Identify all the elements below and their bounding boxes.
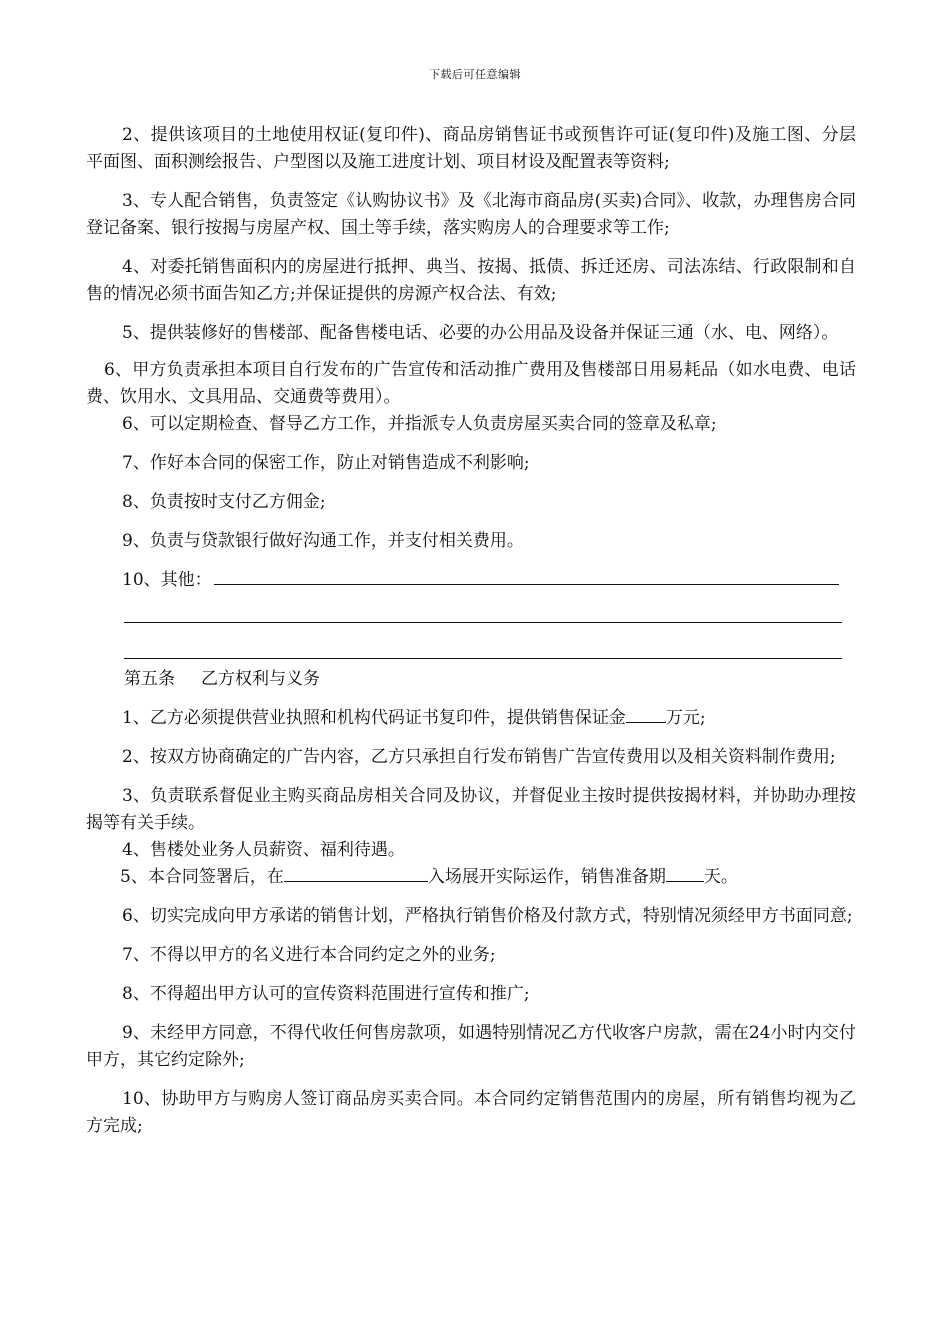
deposit-amount-blank[interactable] <box>626 705 666 723</box>
clause-a-6-inspect: 6、可以定期检查、督导乙方工作，并指派专人负责房屋买卖合同的签章及私章; <box>122 414 717 434</box>
clause-b-1 <box>86 705 856 732</box>
other-blank-line[interactable] <box>214 567 839 585</box>
clause-b-4: 4、售楼处业务人员薪资、福利待遇。 <box>122 840 405 860</box>
blank-rule-1[interactable] <box>124 622 842 623</box>
blank-line-row-1 <box>86 594 856 630</box>
clause-b-10: 10、协助甲方与购房人签订商品房买卖合同。本合同约定销售范围内的房屋，所有销售均视为乙方完成; <box>86 1089 856 1136</box>
clause-b-1-text: 1、乙方必须提供营业执照和机构代码证书复印件，提供销售保证金 <box>122 708 626 728</box>
clause-a-8: 8、负责按时支付乙方佣金; <box>122 492 326 512</box>
blank-line-row-2 <box>86 630 856 666</box>
clause-a-5: 5、提供装修好的售楼部、配备售楼电话、必要的办公用品及设备并保证三通（水、电、网络）。 <box>122 323 839 343</box>
clause-a-7: 7、作好本合同的保密工作，防止对销售造成不利影响; <box>122 453 530 473</box>
clause-a-9: 9、负责与贷款银行做好沟通工作，并支付相关费用。 <box>122 531 524 551</box>
clause-a-4: 4、对委托销售面积内的房屋进行抵押、典当、按揭、抵债、拆迁还房、司法冻结、行政限制和自售的情况必须书面告知乙方;并保证提供的房源产权合法、有效; <box>86 257 856 304</box>
start-date-blank[interactable] <box>284 864 428 882</box>
page-header: 下载后可任意编辑 <box>429 68 521 81</box>
clause-b-8: 8、不得超出甲方认可的宣传资料范围进行宣传和推广; <box>122 984 530 1004</box>
clause-b-5-unit: 天。 <box>703 867 738 887</box>
section-number: 第五条 <box>124 669 175 689</box>
section-5-heading <box>86 666 856 693</box>
document-body <box>86 122 856 1140</box>
clause-b-2: 2、按双方协商确定的广告内容，乙方只承担自行发布销售广告宣传费用以及相关资料制作费用; <box>122 747 836 767</box>
clause-a-2: 2、提供该项目的土地使用权证(复印件)、商品房销售证书或预售许可证(复印件)及施工图、分层平面图、面积测绘报告、户型图以及施工进度计划、项目材设及配置表等资料; <box>86 125 856 172</box>
clause-b-5 <box>86 864 856 891</box>
clause-b-6: 6、切实完成向甲方承诺的销售计划，严格执行销售价格及付款方式，特别情况须经甲方书面同意; <box>122 906 853 926</box>
clause-a-10-other <box>86 567 856 594</box>
clause-b-1-unit: 万元; <box>665 708 706 728</box>
clause-b-9: 9、未经甲方同意，不得代收任何售房款项，如遇特别情况乙方代收客户房款，需在24小时内交付甲方，其它约定除外; <box>86 1023 856 1070</box>
clause-b-5-middle: 入场展开实际运作，销售准备期 <box>427 867 666 887</box>
clause-a-3: 3、专人配合销售，负责签定《认购协议书》及《北海市商品房(买卖)合同》、收款，办理售房合同登记备案、银行按揭与房屋产权、国土等手续，落实购房人的合理要求等工作; <box>86 191 856 238</box>
clause-b-7: 7、不得以甲方的名义进行本合同约定之外的业务; <box>122 945 496 965</box>
clause-b-5-text: 5、本合同签署后，在 <box>120 867 284 887</box>
clause-b-3: 3、负责联系督促业主购买商品房相关合同及协议，并督促业主按时提供按揭材料，并协助办理按揭等有关手续。 <box>86 786 856 833</box>
preparation-days-blank[interactable] <box>666 864 704 882</box>
clause-a-6-expenses: 6、甲方负责承担本项目自行发布的广告宣传和活动推广费用及售楼部日用易耗品（如水电费、电话费、饮用水、文具用品、交通费等费用）。 <box>86 360 856 407</box>
blank-rule-2[interactable] <box>124 658 842 659</box>
section-title: 乙方权利与义务 <box>201 669 320 689</box>
other-label: 10、其他： <box>122 570 212 590</box>
